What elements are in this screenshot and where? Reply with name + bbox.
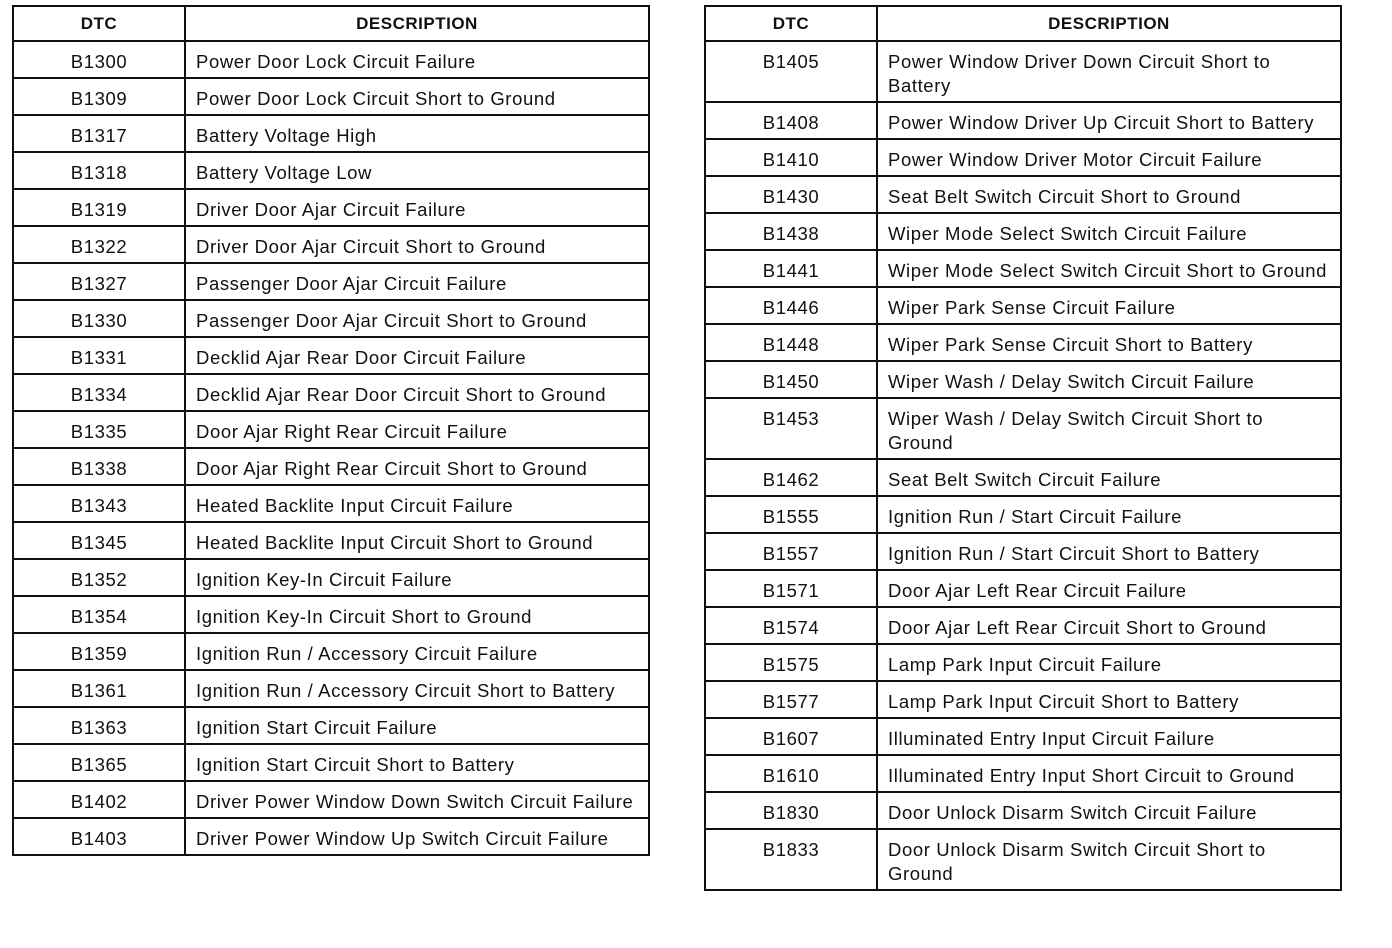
description-cell: Wiper Mode Select Switch Circuit Failure (877, 213, 1341, 250)
table-row (705, 176, 1341, 213)
description-cell: Ignition Run / Start Circuit Short to Battery (877, 533, 1341, 570)
description-cell: Wiper Wash / Delay Switch Circuit Failure (877, 361, 1341, 398)
table-row (13, 263, 649, 300)
table-row (13, 781, 649, 818)
table-row (705, 829, 1341, 890)
description-cell: Passenger Door Ajar Circuit Failure (185, 263, 649, 300)
dtc-code-cell: B1402 (13, 781, 185, 818)
table-row (13, 78, 649, 115)
table-row (705, 324, 1341, 361)
description-cell: Ignition Run / Accessory Circuit Failure (185, 633, 649, 670)
description-cell: Driver Power Window Down Switch Circuit Failure (185, 781, 649, 818)
dtc-code-cell: B1555 (705, 496, 877, 533)
dtc-code-cell: B1577 (705, 681, 877, 718)
dtc-code-cell: B1607 (705, 718, 877, 755)
table-row (13, 411, 649, 448)
description-cell: Decklid Ajar Rear Door Circuit Failure (185, 337, 649, 374)
dtc-code-cell: B1453 (705, 398, 877, 459)
table-row (13, 670, 649, 707)
description-cell: Wiper Park Sense Circuit Short to Battery (877, 324, 1341, 361)
table-row (13, 189, 649, 226)
dtc-code-cell: B1345 (13, 522, 185, 559)
table-row (705, 607, 1341, 644)
description-cell: Ignition Run / Start Circuit Failure (877, 496, 1341, 533)
description-cell: Ignition Key-In Circuit Short to Ground (185, 596, 649, 633)
dtc-code-cell: B1334 (13, 374, 185, 411)
dtc-code-cell: B1309 (13, 78, 185, 115)
description-cell: Door Ajar Right Rear Circuit Failure (185, 411, 649, 448)
description-cell: Ignition Start Circuit Short to Battery (185, 744, 649, 781)
description-cell: Power Window Driver Up Circuit Short to Battery (877, 102, 1341, 139)
description-cell: Driver Door Ajar Circuit Failure (185, 189, 649, 226)
dtc-code-cell: B1300 (13, 41, 185, 78)
description-column-header: DESCRIPTION (877, 6, 1341, 41)
table-row (13, 226, 649, 263)
table-row (13, 559, 649, 596)
table-row (705, 250, 1341, 287)
description-cell: Wiper Park Sense Circuit Failure (877, 287, 1341, 324)
dtc-code-cell: B1430 (705, 176, 877, 213)
description-cell: Heated Backlite Input Circuit Failure (185, 485, 649, 522)
table-row (13, 374, 649, 411)
description-cell: Door Ajar Right Rear Circuit Short to Ground (185, 448, 649, 485)
table-row (705, 361, 1341, 398)
description-cell: Driver Door Ajar Circuit Short to Ground (185, 226, 649, 263)
description-cell: Illuminated Entry Input Short Circuit to Ground (877, 755, 1341, 792)
dtc-code-cell: B1365 (13, 744, 185, 781)
table-row (13, 115, 649, 152)
dtc-code-cell: B1322 (13, 226, 185, 263)
table-body (705, 41, 1341, 890)
dtc-code-cell: B1331 (13, 337, 185, 374)
description-cell: Door Unlock Disarm Switch Circuit Failure (877, 792, 1341, 829)
table-row (705, 398, 1341, 459)
dtc-code-cell: B1610 (705, 755, 877, 792)
dtc-code-cell: B1359 (13, 633, 185, 670)
description-cell: Door Ajar Left Rear Circuit Short to Ground (877, 607, 1341, 644)
table-row (13, 522, 649, 559)
description-cell: Ignition Start Circuit Failure (185, 707, 649, 744)
dtc-code-cell: B1361 (13, 670, 185, 707)
table-row (13, 707, 649, 744)
dtc-code-cell: B1363 (13, 707, 185, 744)
table-row (13, 300, 649, 337)
dtc-code-cell: B1557 (705, 533, 877, 570)
table-row (705, 459, 1341, 496)
description-cell: Power Door Lock Circuit Short to Ground (185, 78, 649, 115)
dtc-code-cell: B1338 (13, 448, 185, 485)
dtc-column-header: DTC (705, 6, 877, 41)
table-row (705, 792, 1341, 829)
description-cell: Decklid Ajar Rear Door Circuit Short to Ground (185, 374, 649, 411)
dtc-code-cell: B1330 (13, 300, 185, 337)
table-row (13, 744, 649, 781)
dtc-code-cell: B1575 (705, 644, 877, 681)
description-cell: Heated Backlite Input Circuit Short to Ground (185, 522, 649, 559)
description-cell: Door Ajar Left Rear Circuit Failure (877, 570, 1341, 607)
table-row (13, 152, 649, 189)
description-cell: Driver Power Window Up Switch Circuit Failure (185, 818, 649, 855)
table-row (705, 102, 1341, 139)
table-row (13, 633, 649, 670)
description-cell: Power Window Driver Motor Circuit Failure (877, 139, 1341, 176)
description-cell: Seat Belt Switch Circuit Failure (877, 459, 1341, 496)
dtc-code-cell: B1327 (13, 263, 185, 300)
table-row (13, 485, 649, 522)
dtc-code-cell: B1319 (13, 189, 185, 226)
dtc-code-cell: B1410 (705, 139, 877, 176)
table-row (705, 287, 1341, 324)
description-cell: Wiper Mode Select Switch Circuit Short to Ground (877, 250, 1341, 287)
dtc-code-cell: B1405 (705, 41, 877, 102)
table-row (705, 496, 1341, 533)
description-cell: Lamp Park Input Circuit Failure (877, 644, 1341, 681)
description-cell: Lamp Park Input Circuit Short to Battery (877, 681, 1341, 718)
dtc-code-cell: B1352 (13, 559, 185, 596)
description-column-header: DESCRIPTION (185, 6, 649, 41)
table-row (705, 213, 1341, 250)
table-body (13, 41, 649, 855)
dtc-code-cell: B1446 (705, 287, 877, 324)
dtc-code-cell: B1343 (13, 485, 185, 522)
table-row (13, 448, 649, 485)
dtc-code-cell: B1403 (13, 818, 185, 855)
description-cell: Battery Voltage Low (185, 152, 649, 189)
description-cell: Door Unlock Disarm Switch Circuit Short to Ground (877, 829, 1341, 890)
dtc-table-left (12, 5, 650, 856)
table-row (705, 570, 1341, 607)
table-row (705, 755, 1341, 792)
table-row (13, 596, 649, 633)
dtc-code-cell: B1462 (705, 459, 877, 496)
description-cell: Ignition Key-In Circuit Failure (185, 559, 649, 596)
description-cell: Wiper Wash / Delay Switch Circuit Short to Ground (877, 398, 1341, 459)
dtc-code-cell: B1438 (705, 213, 877, 250)
description-cell: Ignition Run / Accessory Circuit Short to Battery (185, 670, 649, 707)
table-row (705, 533, 1341, 570)
dtc-code-cell: B1317 (13, 115, 185, 152)
table-row (705, 681, 1341, 718)
table-row (705, 644, 1341, 681)
dtc-code-cell: B1571 (705, 570, 877, 607)
dtc-code-cell: B1448 (705, 324, 877, 361)
table-row (13, 41, 649, 78)
table-row (705, 139, 1341, 176)
dtc-code-cell: B1441 (705, 250, 877, 287)
dtc-code-cell: B1830 (705, 792, 877, 829)
dtc-column-header: DTC (13, 6, 185, 41)
dtc-code-cell: B1408 (705, 102, 877, 139)
dtc-code-cell: B1335 (13, 411, 185, 448)
dtc-code-cell: B1833 (705, 829, 877, 890)
description-cell: Passenger Door Ajar Circuit Short to Ground (185, 300, 649, 337)
dtc-code-cell: B1574 (705, 607, 877, 644)
table-row (13, 818, 649, 855)
description-cell: Illuminated Entry Input Circuit Failure (877, 718, 1341, 755)
table-row (13, 337, 649, 374)
table-header-row (13, 6, 649, 41)
description-cell: Battery Voltage High (185, 115, 649, 152)
table-row (705, 41, 1341, 102)
dtc-code-cell: B1318 (13, 152, 185, 189)
table-row (705, 718, 1341, 755)
dtc-code-cell: B1354 (13, 596, 185, 633)
table-header-row (705, 6, 1341, 41)
dtc-table-right (704, 5, 1342, 891)
description-cell: Seat Belt Switch Circuit Short to Ground (877, 176, 1341, 213)
description-cell: Power Door Lock Circuit Failure (185, 41, 649, 78)
description-cell: Power Window Driver Down Circuit Short to Battery (877, 41, 1341, 102)
dtc-code-cell: B1450 (705, 361, 877, 398)
